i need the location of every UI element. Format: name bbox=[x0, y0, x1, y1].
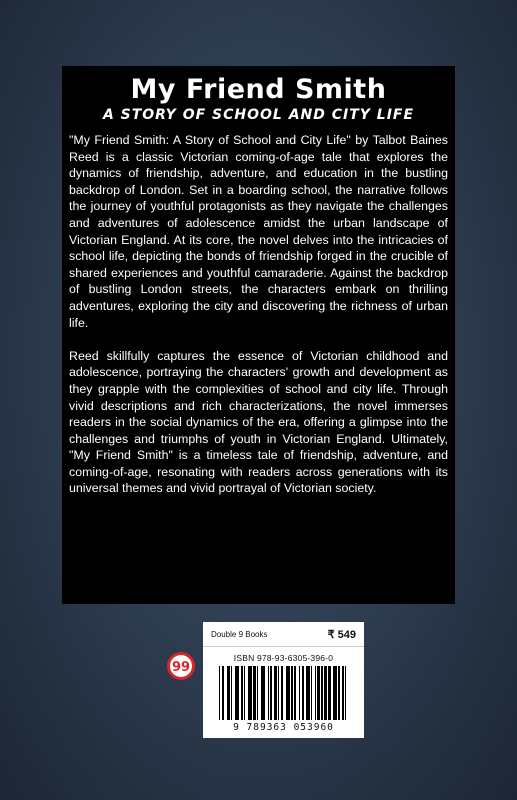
ean-number: 9 789363 053960 bbox=[233, 722, 334, 733]
barcode-stripe bbox=[345, 666, 346, 720]
barcode-bars bbox=[219, 666, 347, 720]
publisher-name: Double 9 Books bbox=[211, 629, 268, 639]
synopsis-paragraph-2: Reed skillfully captures the essence of Victorian childhood and adolescence, portraying the characters' growth and development as they grapple with the complexities of school and city life. Through vivid descriptions and rich characterizations, the novel immerses readers in the social dynamics of the era, offering a glimpse into the challenges and triumphs of youth in Victorian England. Ultimately, "My Friend Smith" is a timeless tale of friendship, adventure, and coming-of-age, resonating with readers across generations with its universal themes and vivid portrayal of Victorian society. bbox=[69, 348, 448, 496]
double-9-logo-icon bbox=[166, 651, 196, 681]
logo-text: 99 bbox=[171, 660, 191, 675]
barcode-box bbox=[203, 622, 364, 738]
synopsis-text bbox=[69, 132, 448, 497]
isbn-label: ISBN 978-93-6305-396-0 bbox=[233, 653, 334, 663]
barcode-header bbox=[203, 622, 364, 647]
book-subtitle: A STORY OF SCHOOL AND CITY LIFE bbox=[102, 107, 415, 123]
synopsis-paragraph-1: "My Friend Smith: A Story of School and City Life" by Talbot Baines Reed is a classic Victorian coming-of-age tale that explores the dynamics of friendship, adventure, and education in the bustling backdrop of London. Set in a boarding school, the narrative follows the journey of youthful protagonists as they navigate the challenges and adventures of adolescence amidst the urban landscape of Victorian England. At its core, the novel delves into the intricacies of school life, depicting the bonds of friendship forged in the crucible of shared experiences and youthful camaraderie. Against the backdrop of bustling London streets, the characters embark on thrilling adventures, exploring the city and discovering the richness of urban life. bbox=[69, 133, 448, 330]
price-label: ₹ 549 bbox=[327, 628, 356, 641]
book-title: My Friend Smith bbox=[130, 74, 387, 105]
synopsis-panel bbox=[62, 66, 455, 604]
